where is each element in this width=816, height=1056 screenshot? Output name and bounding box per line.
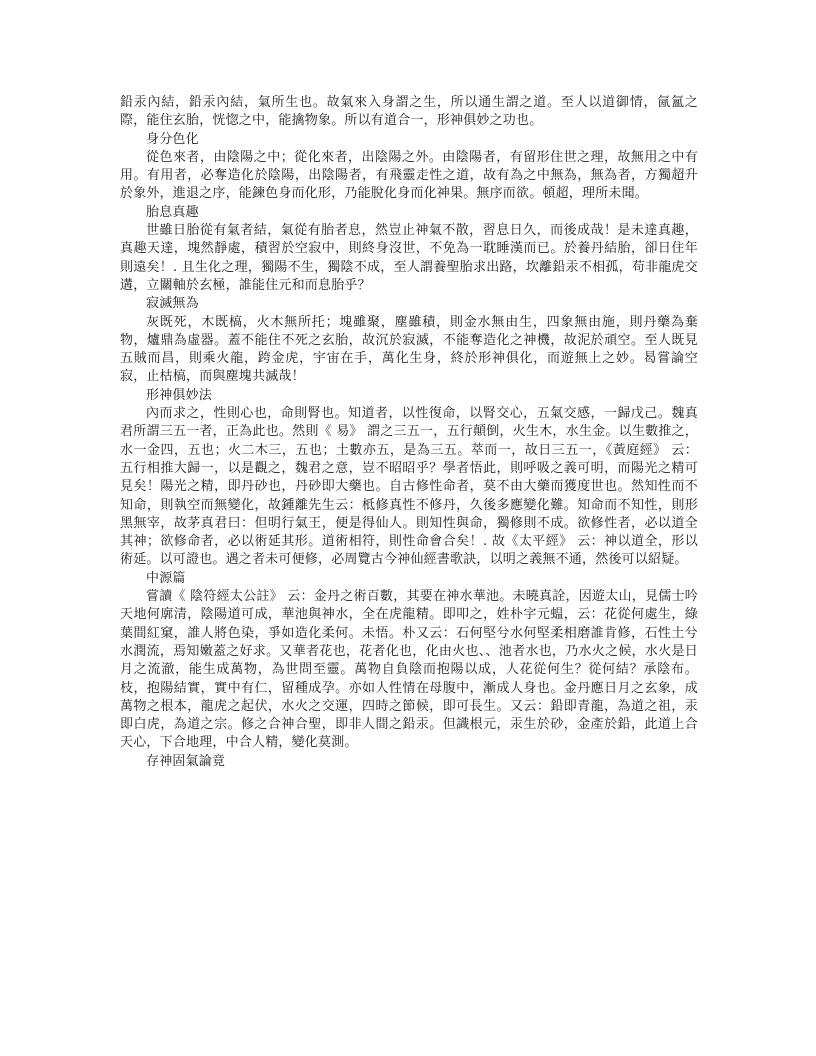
- section-heading: 形神俱妙法: [146, 387, 213, 403]
- section-5: [120, 570, 698, 753]
- section-body: 嘗讀《 陰符經太公註》 云：金丹之術百數，其要在神水華池。未曉真詮，因遊太山，見儒士吟天地何廓清，陰陽道可成，華池與神水，全在虎龍精。即叩之，姓朴字元蝹，云：花從何處生，綠葉間紅窠，誰人將色染，爭如造化柔何。未悟。朴又云：石何堅兮水何堅柔相磨誰肯修，石性土兮水潤流，焉知嫩蓋之好求。又華者花也，花者化也，化由火也、、池者水也，乃水火之候，水火是日月之流澈，能生成萬物，為世問至靈。萬物自負陰而抱陽以成，人花從何生？從何結？承陰布。枝，抱陽結實，實中有仁，留種成孕。亦如人性情在母腹中，漸成人身也。金丹應日月之玄象，成萬物之根本，龍虎之起伏，水火之交運，四時之節候，即可長生。又云：鉛即青龍，為道之祖，汞即白虎，為道之宗。修之合神合聖，即非人間之鉛汞。但識根元，汞生於砂，金產於鉛，此道上合天心，下合地理，中合人精，變化莫測。: [120, 589, 698, 751]
- section-3: [120, 295, 698, 386]
- section-body: 內而求之，性則心也，命則腎也。知道者，以性復命，以腎交心，五氣交感，一歸戊己。魏真君所謂三五一者，正為此也。然則《 易》 謂之三五一，五行顛倒，火生木，水生金。以生數推之，水一金四，五也；火二木三，五也；土數亦五，是為三五。萃而一，故日三五一，《黃庭經》 云：五行相推大歸一，以是觀之，魏君之意，豈不昭昭乎？學者悟此，則呼吸之義可明，而陽光之精可見矣！陽光之精，即丹砂也，丹砂即大藥也。自古修性命者，莫不由大藥而獲度世也。然知性而不知命，則執空而無變化，故鍾離先生云：柢修真性不修丹，久後多應變化難。知命而不知性，則形黑無宰，故茅真君曰：但明行氣王，便是得仙人。則知性與命，獨修則不成。欲修性者，必以道全其神；欲修命者，必以術延其形。道術相符，則性命會合矣！. 故《太平經》 云：神以道全，形以術延。以可證也。遇之者未可便修，必周覽古今神仙經書歌訣，以明之義無不通，然後可以紹疑。: [120, 406, 698, 568]
- section-4: [120, 387, 698, 570]
- section-heading: 身分色化: [146, 131, 199, 147]
- section-2: [120, 204, 698, 295]
- section-heading: 存神固氣論竟: [146, 753, 226, 769]
- section-6: [120, 753, 698, 771]
- section-heading: 胎息真趣: [146, 204, 199, 220]
- section-body: 灰既死，木既槁，火木無所托；塊雖聚，塵雖積，則金水無由生，四象無由施，則丹藥為棄物，爐鼎為虛器。蓋不能住不死之玄胎，故沉於寂滅，不能奪造化之神機，故泥於頑空。至人既見五賊而昌，則乘火龍，跨金虎，宇宙在手，萬化生身，終於形神俱化，而遊無上之妙。曷嘗論空寂，止枯槁，而與塵塊共滅哉！: [120, 314, 698, 385]
- document-page: [120, 94, 698, 771]
- section-1: [120, 131, 698, 204]
- section-body: 世雖日胎從有氣者結，氣從有胎者息，然豈止神氣不散，習息日久，而後成哉！是未達真趣，真趣天達，塊然靜處，積習於空寂中，則終身沒世，不免為一耽睡漢而已。於養丹結胎，卻日住年則遠矣！. 且生化之理，獨陽不生，獨陰不成，至人謂養聖胎求出路，坎離鉛汞不相孤，苟非龍虎交遘，立關軸於玄極，誰能住元和而息胎乎？: [120, 223, 698, 293]
- section-body: 從色來者，由陰陽之中；從化來者，出陰陽之外。由陰陽者，有留形住世之理，故無用之中有用。有用者，必奪造化於陰陽，出陰陽者，有飛靈走性之道，故有為之中無為，無為者，方獨超升於象外，進退之序，能鍊色身而化形，乃能脫化身而化神果。無序而欲。頓超，理所未聞。: [120, 149, 698, 202]
- section-heading: 寂滅無為: [146, 296, 199, 312]
- section-heading: 中源篇: [146, 570, 186, 586]
- intro-paragraph: 鉛汞內結，鉛汞內結，氣所生也。故氣來入身謂之生，所以通生謂之道。至人以道御情，氤氳之際，能住玄胎，恍惚之中，能擒物象。所以有道合一，形神俱妙之功也。: [120, 95, 698, 129]
